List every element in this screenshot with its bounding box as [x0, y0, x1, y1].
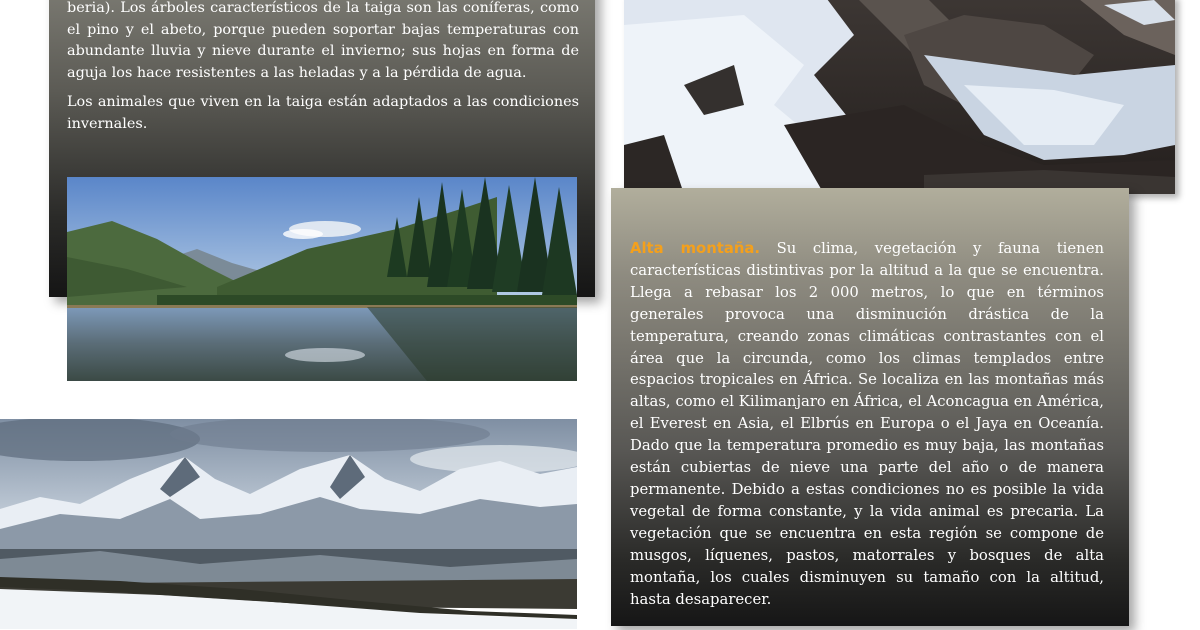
glacier-photo	[624, 0, 1175, 194]
taiga-paragraph-2: Los animales que viven en la taiga están adaptados a las condiciones invernales.	[67, 94, 579, 132]
alta-montana-title: Alta montaña.	[630, 240, 760, 257]
alta-montana-panel	[611, 188, 1129, 626]
taiga-text-block	[67, 0, 579, 143]
taiga-lake-photo	[67, 177, 577, 381]
alta-montana-body: Su clima, vegetación y fauna tienen características distintivas por la altitud a la que se encuentra. Llega a rebasar los 2 000 metros, lo que en términos generales provoca una disminución drástica de la temperatura, creando zonas climáticas contrastantes con el área que la circunda, como los climas templados entre espacios tropicales en África. Se localiza en las montañas más altas, como el Kilimanjaro en África, el Aconcagua en América, el Everest en Asia, el Elbrús en Europa o el Jaya en Oceanía. Dado que la temperatura promedio es muy baja, las montañas están cubiertas de nieve una parte del año o de manera permanente. Debido a estas condiciones no es posible la vida vegetal de forma constante, y la vida animal es precaria. La vegetación que se encuentra en esta región se compone de musgos, líquenes, pastos, matorrales y bosques de alta montaña, los cuales disminuyen su tamaño con la altitud, hasta desaparecer.	[630, 240, 1104, 608]
taiga-paragraph-1: beria). Los árboles característicos de la taiga son las coníferas, como el pino y el abeto, porque pueden soportar bajas temperaturas con abundante lluvia y nieve durante el invierno; sus hojas en forma de aguja los hace resistentes a las heladas y a la pérdida de agua.	[67, 0, 579, 81]
alta-montana-paragraph	[630, 238, 1104, 610]
snowy-mountains-photo	[0, 419, 577, 629]
